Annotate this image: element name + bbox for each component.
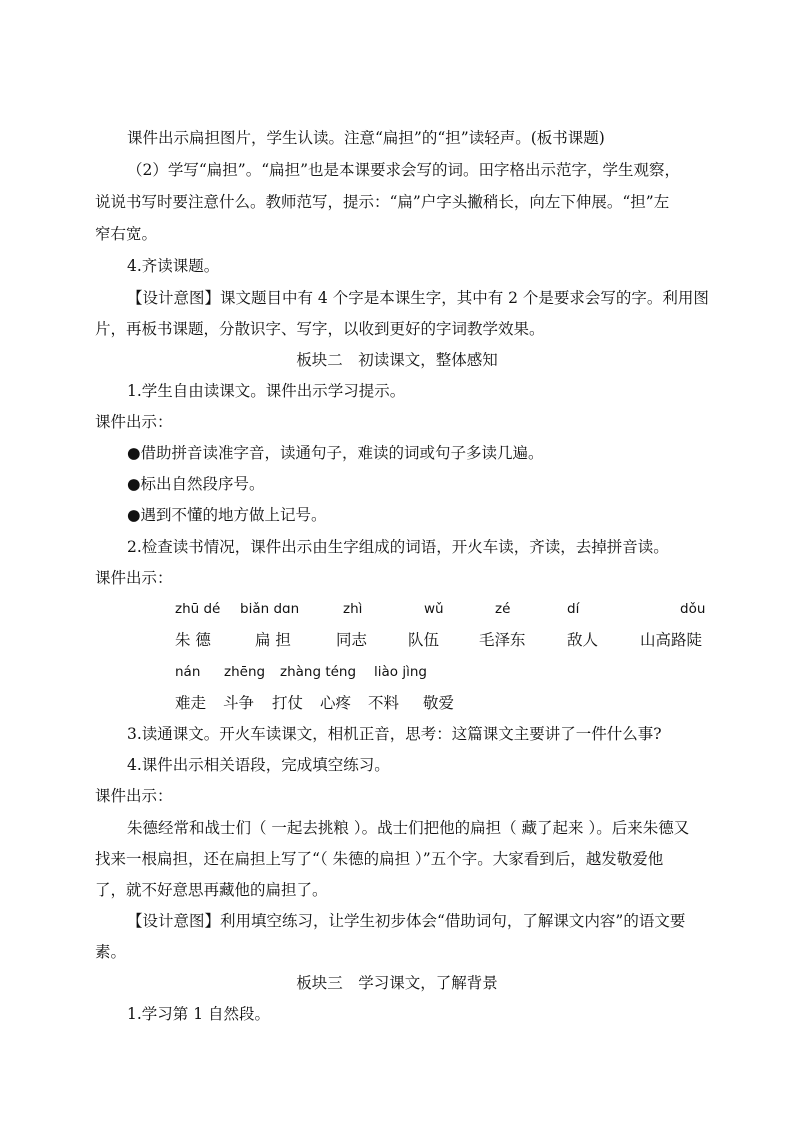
paragraph-line: 1.学习第 1 自然段。 <box>127 1005 271 1023</box>
vocab-word: 毛泽东 <box>479 631 526 649</box>
vocab-word: 斗争 <box>223 694 255 712</box>
paragraph-line: （2）学写“扁担”。“扁担”也是本课要求会写的词。田字格出示范字，学生观察， <box>127 161 681 179</box>
paragraph-line: 课件出示扁担图片，学生认读。注意“扁担”的“担”读轻声。(板书课题) <box>127 129 605 147</box>
bullet-item: ●遇到不懂的地方做上记号。 <box>127 506 327 524</box>
bullet-item: ●标出自然段序号。 <box>127 475 265 493</box>
design-intent-line: 【设计意图】利用填空练习，让学生初步体会“借助词句，了解课文内容”的语文要 <box>127 912 686 930</box>
pinyin: nán <box>175 664 201 680</box>
word-row-1 <box>0 630 794 650</box>
pinyin: dí <box>567 601 580 617</box>
pinyin: liào jìng <box>374 664 427 680</box>
vocab-word: 扁 担 <box>255 631 291 649</box>
cloze-line: 朱德经常和战士们（ 一起去挑粮 ）。战士们把他的扁担（ 藏了起来 ）。后来朱德又 <box>127 819 690 837</box>
pinyin: wǔ <box>424 601 444 617</box>
word-row-2 <box>0 693 794 713</box>
vocab-word: 难走 <box>175 694 207 712</box>
vocab-word: 朱 德 <box>175 631 211 649</box>
pinyin: zhàng téng <box>280 664 357 680</box>
section-heading: 板块三 学习课文，了解背景 <box>296 974 498 992</box>
paragraph-line: 窄右宽。 <box>95 225 158 243</box>
pinyin-row-1 <box>0 599 794 619</box>
bullet-item: ●借助拼音读准字音，读通句子，难读的词或句子多读几遍。 <box>127 444 544 462</box>
pinyin: zé <box>495 601 511 617</box>
vocab-word: 心疼 <box>320 694 352 712</box>
pinyin: zhū dé <box>175 601 221 617</box>
vocab-word: 队伍 <box>408 631 440 649</box>
pinyin: zhēng <box>224 664 266 680</box>
vocab-word: 不料 <box>368 694 400 712</box>
vocab-word: 山高路陡 <box>640 631 703 649</box>
paragraph-line: 3.读通课文。开火车读课文，相机正音，思考：这篇课文主要讲了一件什么事? <box>127 725 662 743</box>
paragraph-line: 4.课件出示相关语段，完成填空练习。 <box>127 756 390 774</box>
courseware-label: 课件出示： <box>95 413 173 431</box>
paragraph-line: 4.齐读课题。 <box>127 257 220 275</box>
section-heading: 板块二 初读课文，整体感知 <box>296 351 498 369</box>
pinyin: zhì <box>343 601 363 617</box>
pinyin: dǒu <box>680 601 706 617</box>
cloze-line: 找来一根扁担，还在扁担上写了“（ 朱德的扁担 ）”五个字。大家看到后，越发敬爱他 <box>95 850 664 868</box>
paragraph-line: 素。 <box>95 943 127 961</box>
paragraph-line: 片，再板书课题，分散识字、写字，以收到更好的字词教学效果。 <box>95 320 545 338</box>
vocab-word: 同志 <box>336 631 368 649</box>
paragraph-line: 2.检查读书情况，课件出示由生字组成的词语，开火车读，齐读，去掉拼音读。 <box>127 538 669 556</box>
pinyin: biǎn dɑn <box>240 601 300 617</box>
cloze-line: 了，就不好意思再藏他的扁担了。 <box>95 881 328 899</box>
pinyin-row-2 <box>0 662 794 682</box>
vocab-word: 打仗 <box>272 694 304 712</box>
vocab-word: 敬爱 <box>423 694 455 712</box>
paragraph-line: 说说书写时要注意什么。教师范写，提示：“扁”户字头撇稍长，向左下伸展。“担”左 <box>95 193 670 211</box>
courseware-label: 课件出示： <box>95 787 173 805</box>
courseware-label: 课件出示： <box>95 569 173 587</box>
design-intent-line: 【设计意图】课文题目中有 4 个字是本课生字，其中有 2 个是要求会写的字。利用图 <box>127 289 709 307</box>
paragraph-line: 1.学生自由读课文。课件出示学习提示。 <box>127 382 406 400</box>
vocab-word: 敌人 <box>567 631 599 649</box>
